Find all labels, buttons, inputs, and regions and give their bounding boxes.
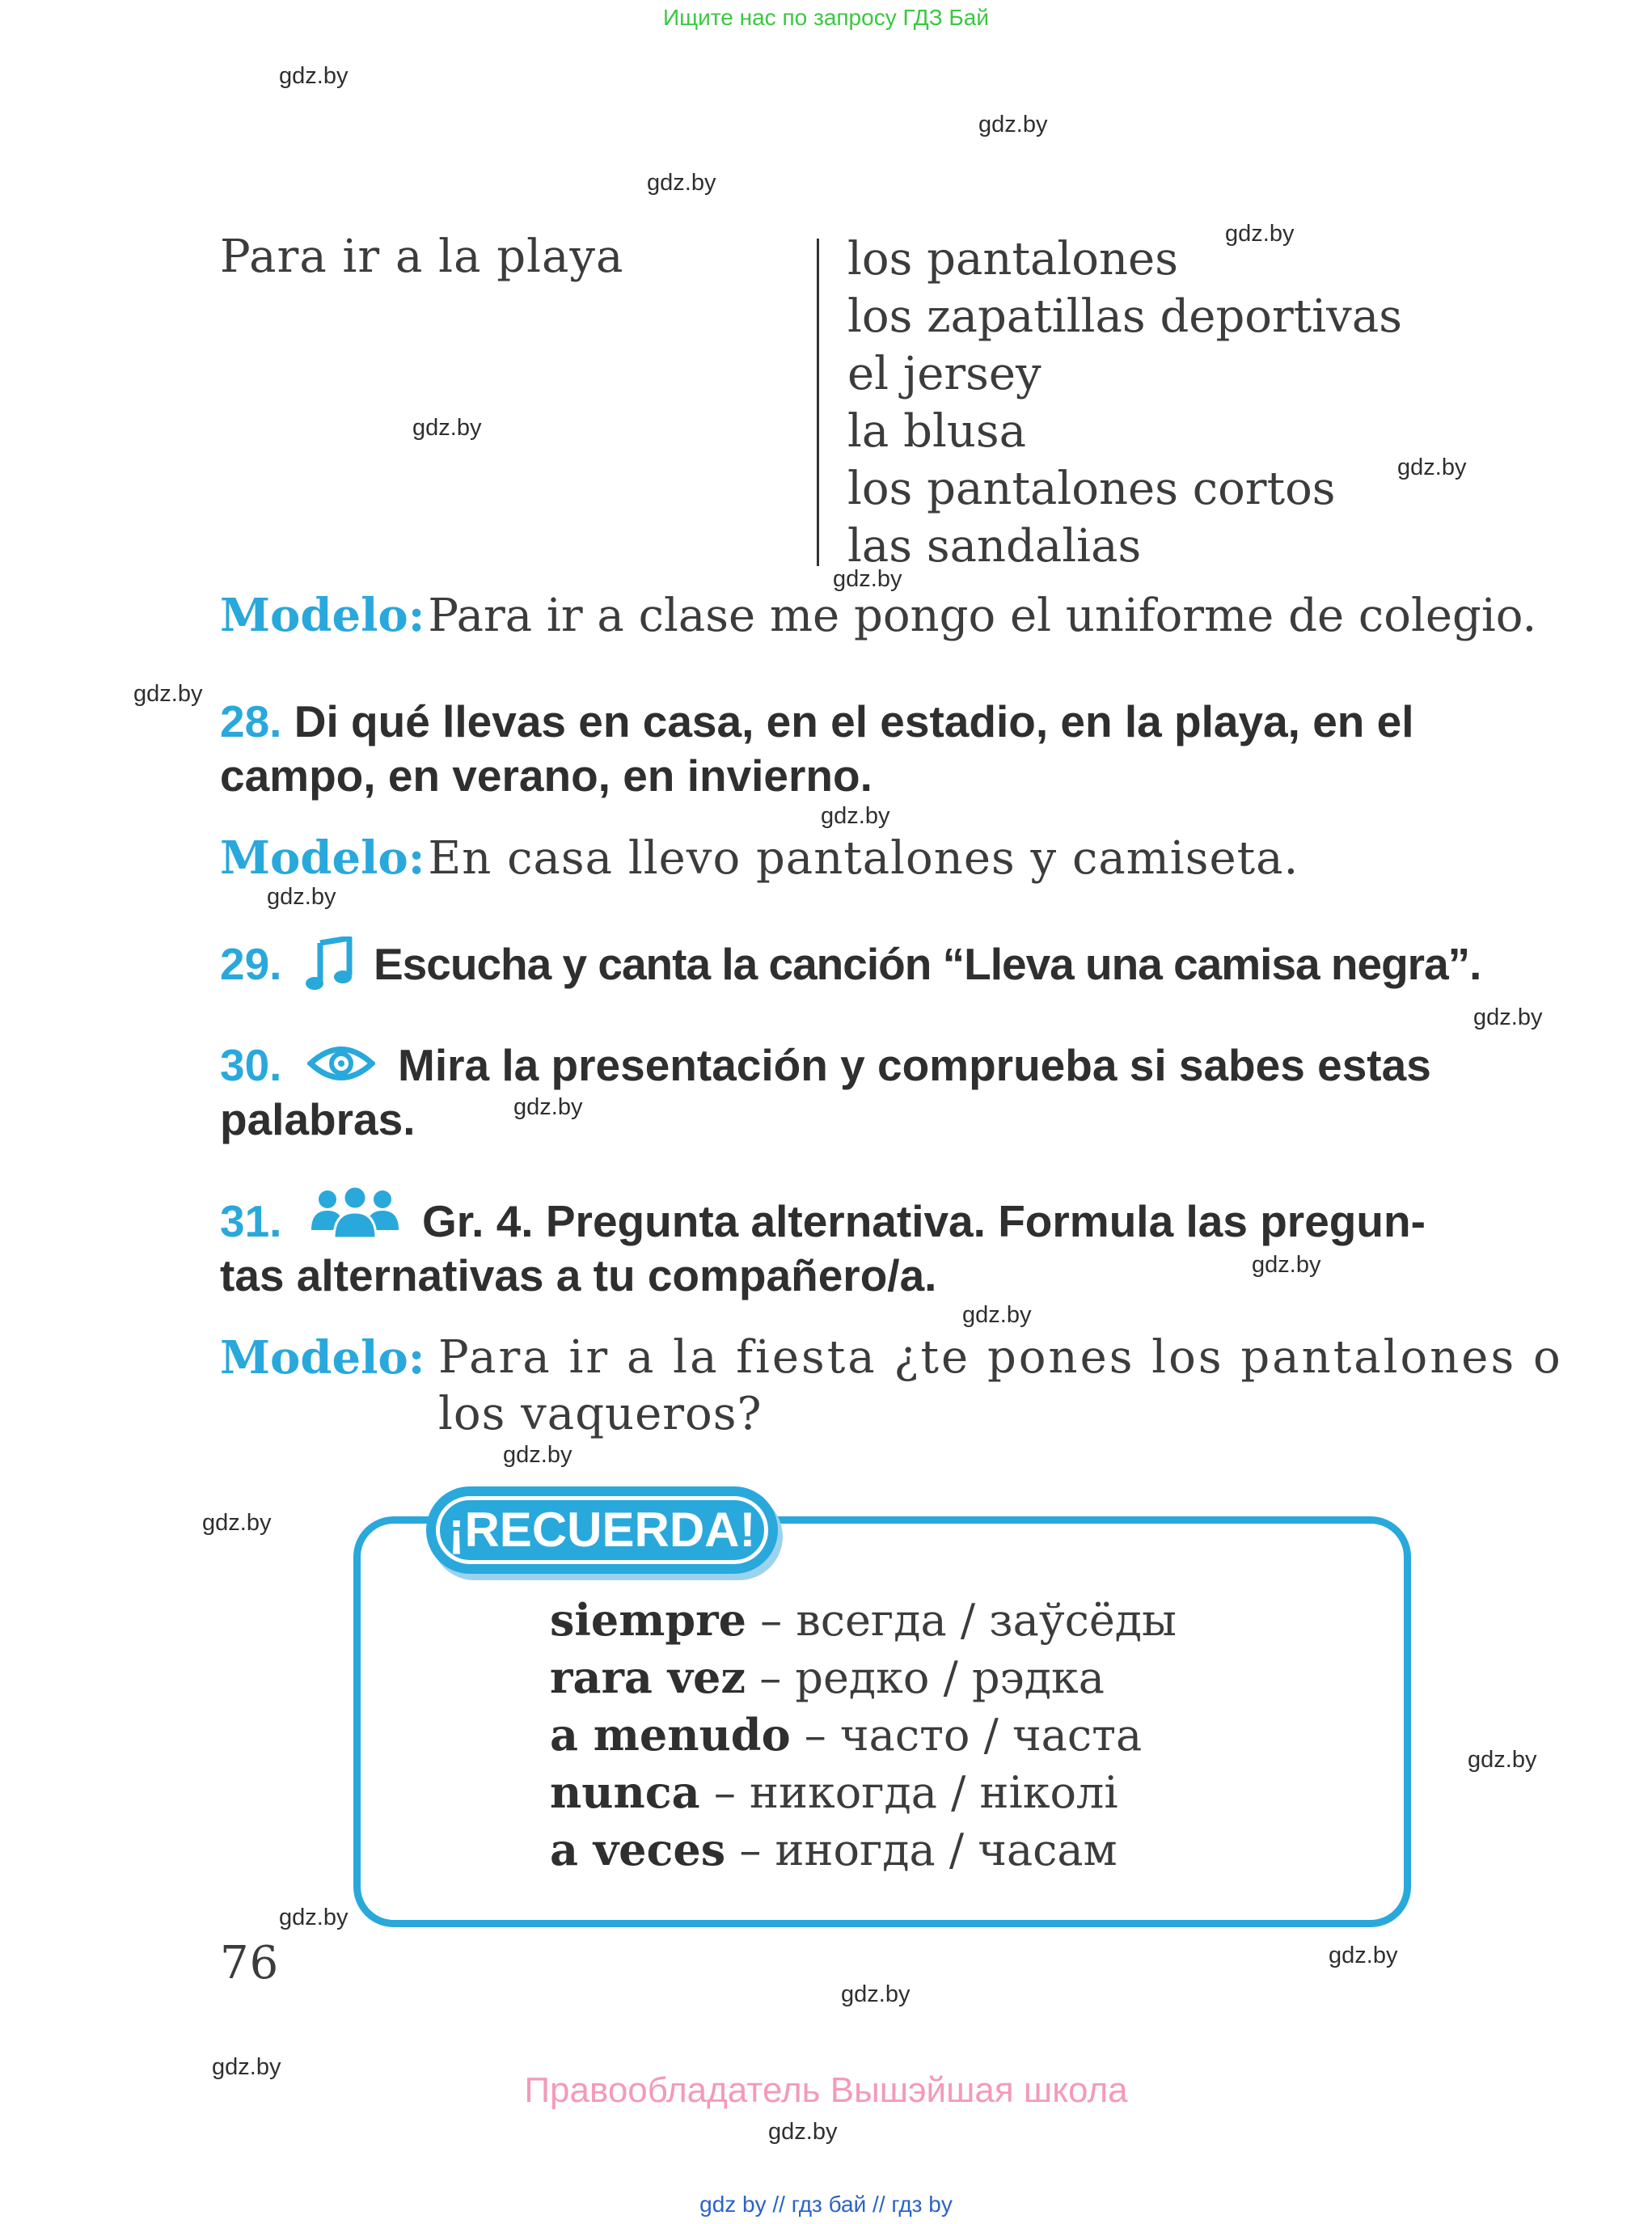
watermark: gdz.by (833, 566, 902, 592)
modelo-text: Para ir a clase me pongo el uniforme de colegio. (428, 590, 1537, 642)
task-31-number: 31. (220, 1196, 282, 1246)
task-text: Di qué llevas en casa, en el estadio, en la playa, en el (294, 696, 1414, 746)
watermark: gdz.by (1473, 1004, 1543, 1030)
watermark: gdz.by (1225, 221, 1295, 247)
modelo-27 (220, 589, 1536, 642)
watermark: gdz.by (768, 2119, 838, 2145)
watermark: gdz.by (513, 1094, 583, 1120)
watermark: gdz.by (267, 884, 336, 910)
watermark: gdz.by (1329, 1943, 1398, 1968)
watermark: gdz.by (133, 681, 203, 707)
vocab-item: a veces – иногда / часам (550, 1824, 1118, 1875)
watermark: gdz.by (978, 112, 1048, 137)
clothes-table-left-label: Para ir a la playa (220, 230, 624, 283)
task-31-line1: Gr. 4. Pregunta alternativa. Formula las pregun- (422, 1196, 1426, 1246)
music-note-icon[interactable] (306, 937, 353, 991)
watermark: gdz.by (962, 1302, 1032, 1328)
task-30-line2: palabras. (220, 1094, 416, 1144)
top-banner[interactable]: Ищите нас по запросу ГДЗ Бай (662, 5, 990, 30)
list-item: los zapatillas deportivas (847, 290, 1402, 343)
task-28-line2: campo, en verano, en invierno. (220, 750, 872, 801)
modelo-text: En casa llevo pantalones y camiseta. (428, 832, 1299, 885)
watermark: gdz.by (412, 415, 482, 441)
watermark: gdz.by (647, 170, 716, 196)
watermark: gdz.by (279, 1905, 349, 1930)
task-30-line1: Mira la presentación y comprueba si sabes estas (398, 1040, 1431, 1090)
modelo-31-line1: Para ir a la fiesta ¿te pones los pantalones o (438, 1331, 1563, 1384)
vocab-list (550, 1592, 1177, 1879)
task-number: 28. (220, 696, 282, 746)
watermark: gdz.by (1252, 1252, 1321, 1278)
footer-copyright: Правообладатель Вышэйшая школа (524, 2070, 1128, 2110)
page-number: 76 (220, 1937, 280, 1989)
vocab-item: nunca – никогда / ніколі (550, 1766, 1118, 1818)
task-30-number: 30. (220, 1040, 282, 1090)
watermark: gdz.by (841, 1981, 911, 2007)
task-31-line2: tas alternativas a tu compañero/a. (220, 1250, 937, 1300)
vocab-item: a menudo – часто / часта (550, 1709, 1143, 1761)
group-icon[interactable] (310, 1185, 400, 1241)
task-29-text: Escucha y canta la canción “Lleva una camisa negra”. (374, 939, 1481, 989)
watermark: gdz.by (503, 1442, 572, 1468)
watermark: gdz.by (202, 1510, 272, 1536)
table-divider (817, 239, 819, 566)
task-28-line1 (220, 696, 1414, 747)
watermark: gdz.by (1397, 455, 1467, 480)
modelo-28 (220, 831, 1299, 885)
modelo-label: Modelo: (220, 589, 425, 642)
list-item: los pantalones cortos (847, 463, 1336, 515)
watermark: gdz.by (821, 803, 890, 829)
vocab-item: siempre – всегда / заўсёды (550, 1594, 1177, 1646)
watermark: gdz.by (1468, 1747, 1537, 1773)
watermark: gdz.by (212, 2054, 281, 2080)
list-item: las sandalias (847, 520, 1142, 573)
recuerda-label (426, 1486, 778, 1574)
modelo-label: Modelo: (220, 1331, 425, 1385)
modelo-label: Modelo: (220, 831, 425, 885)
watermark: gdz.by (279, 63, 349, 89)
footer-links[interactable]: gdz by // гдз бай // гдз by (699, 2192, 953, 2217)
task-29-number: 29. (220, 939, 282, 989)
clothes-list (847, 230, 1402, 575)
recuerda-title: ¡RECUERDA! (436, 1496, 768, 1564)
list-item: el jersey (847, 348, 1041, 400)
vocab-item: rara vez – редко / рэдка (550, 1651, 1105, 1703)
list-item: los pantalones (847, 233, 1178, 285)
eye-icon[interactable] (307, 1042, 375, 1085)
modelo-31-line2: los vaqueros? (438, 1388, 763, 1440)
list-item: la blusa (847, 405, 1027, 458)
